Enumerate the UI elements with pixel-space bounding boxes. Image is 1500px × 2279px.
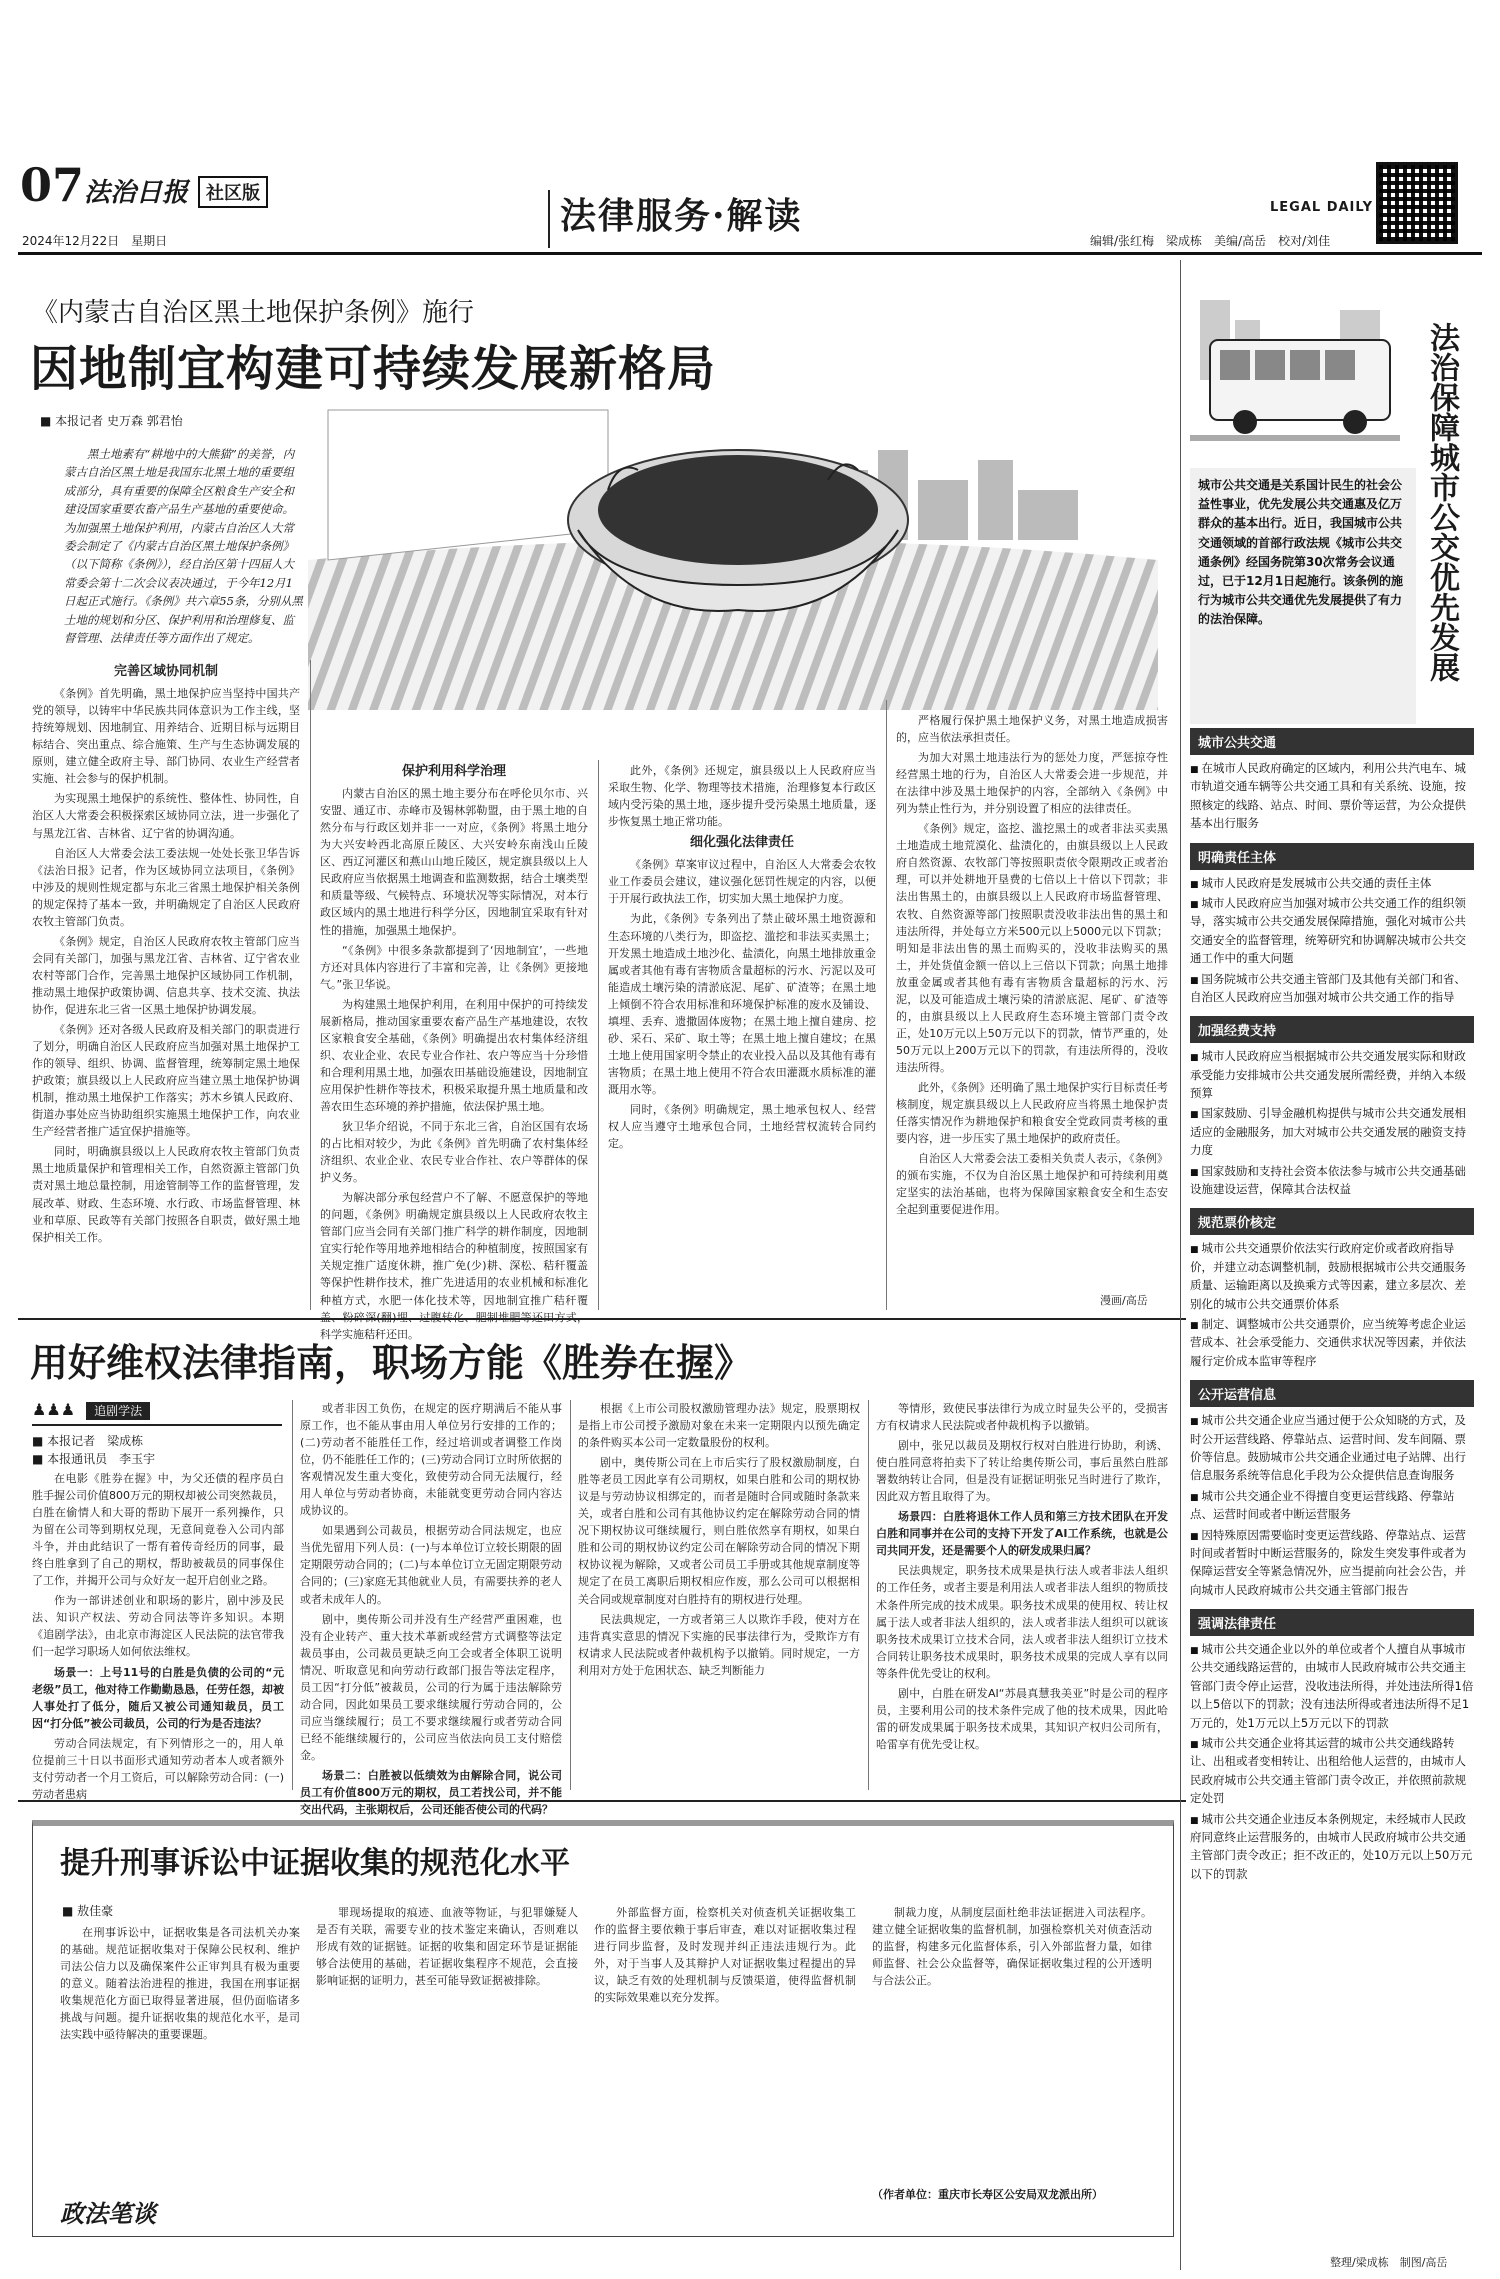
sidebar-vertical-title: 法治保障城市公交优先发展	[1424, 322, 1459, 682]
article2-byline-correspondent: ■ 本报通讯员 李玉宇	[32, 1452, 156, 1466]
list-item: ■ 因特殊原因需要临时变更运营线路、停靠站点、运营时间或者暂时中断运营服务的，除发生突发事件或者为保障运营安全等紧急情况外，应当提前向社会公告，并向城市人民政府城市公共交通主管部门报告	[1190, 1526, 1474, 1600]
list-item: ■ 城市公共交通企业以外的单位或者个人擅自从事城市公共交通线路运营的，由城市人民政府城市公共交通主管部门责令停止运营，没收违法所得，并处违法所得1倍以上5倍以下的罚款；没有违法所得或者违法所得不足1万元的，处1万元以上5万元以下的罚款	[1190, 1640, 1474, 1732]
article3-column-3	[594, 1904, 856, 2204]
list-item: ■ 城市公共交通企业应当通过便于公众知晓的方式，及时公开运营线路、停靠站点、运营时间、发车间隔、票价等信息。鼓励城市公共交通企业通过电子站牌、出行信息服务系统等信息化手段为公众提供信息查询服务	[1190, 1411, 1474, 1485]
paragraph: 自治区人大常委会法工委法规一处处长张卫华告诉《法治日报》记者，作为区域协同立法项目，《条例》中涉及的规则性规定都与东北三省黑土地保护相关条例的规定保持了基本一致，并明确规定了自治区人民政府农牧主管部门负责。	[32, 846, 300, 928]
article3-author-note: （作者单位：重庆市长寿区公安局双龙派出所）	[872, 2188, 1103, 2201]
paragraph: 为加大对黑土地违法行为的惩处力度，严惩掠夺性经营黑土地的行为，自治区人大常委会进一步规范，并在法律中涉及黑土地保护的内容，全部纳入《条例》中列为禁止性行为，并分别设置了相应的法律责任。	[896, 751, 1168, 816]
article2-tag	[32, 1400, 282, 1426]
paragraph: 如果遇到公司裁员，根据劳动合同法规定，也应当优先留用下列人员：(一)与本单位订立较长期限的固定期限劳动合同的；(二)与本单位订立无固定期限劳动合同的；(三)家庭无其他就业人员，有需要扶养的老人或者未成年人的。	[300, 1524, 562, 1606]
list-item: ■ 城市人民政府应当加强对城市公共交通工作的组织领导，落实城市公共交通发展保障措施，强化对城市公共交通安全的监督管理，统筹研究和协调解决城市公共交通工作中的重大问题	[1190, 894, 1474, 968]
sidebar-section	[1190, 728, 1474, 833]
section-head: 城市公共交通	[1190, 728, 1474, 755]
paragraph: 同时，《条例》明确规定，黑土地承包权人、经营权人应当遵守土地承包合同，土地经营权流转合同约定。	[608, 1102, 876, 1151]
paragraph: 严格履行保护黑土地保护义务，对黑土地造成损害的，应当依法承担责任。	[896, 714, 1168, 745]
section-head: 规范票价核定	[1190, 1208, 1474, 1235]
bus-icon	[1190, 290, 1400, 460]
paragraph: 等情形，致使民事法律行为成立时显失公平的，受损害方有权请求人民法院或者仲裁机构予以撤销。	[876, 1402, 1168, 1433]
section-head: 强调法律责任	[1190, 1609, 1474, 1636]
paragraph: 在刑事诉讼中，证据收集是各司法机关办案的基础。规范证据收集对于保障公民权利、维护司法公信力以及确保案件公正审判具有极为重要的意义。随着法治进程的推进，我国在刑事证据收集规范化方面已取得显著进展，但仍面临诸多挑战与问题。提升证据收集的规范化水平，是司法实践中亟待解决的重要课题。	[60, 1926, 300, 2042]
soil-illustration	[308, 410, 1158, 710]
article1-kicker: 《内蒙古自治区黑土地保护条例》施行	[32, 298, 475, 328]
section-head: 公开运营信息	[1190, 1380, 1474, 1407]
paragraph: 劳动合同法规定，有下列情形之一的，用人单位提前三十日以书面形式通知劳动者本人或者额外支付劳动者一个月工资后，可以解除劳动合同：(一)劳动者患病	[32, 1736, 284, 1801]
paragraph: 《条例》规定，盗挖、滥挖黑土的或者非法买卖黑土地造成土地荒漠化、盐渍化的，由旗县级以上人民政府自然资源、农牧部门等按照职责依令限期改正或者治理，可以并处耕地开垦费的七倍以上十倍以下罚款；非法出售黑土的，由旗县级以上人民政府市场监督管理、农牧、自然资源等部门按照职责没收非法出售的黑土和违法所得，并处每立方米500元以上5000元以下罚款；明知是非法出售的黑土而购买的，没收非法购买的黑土，并处货值金额一倍以上三倍以下罚款；向黑土地排放重金属或者其他有毒有害物质含量超标的污水、污泥，以及可能造成土壤污染的清淤底泥、尾矿、矿渣等的，由旗县级以上人民政府生态环境主管部门责令改正，处10万元以上50万元以下的罚款，情节严重的，处50万元以上200万元以下的罚款，有违法所得的，没收违法所得。	[896, 822, 1168, 1074]
paragraph: 为此，《条例》专条列出了禁止破坏黑土地资源和生态环境的八类行为，即盗挖、滥挖和非法买卖黑土；开发黑土地造成土地沙化、盐渍化，向黑土地排放重金属或者其他有毒有害物质含量超标的污水、污泥以及可能造成土壤污染的清淤底泥、尾矿、矿渣等；在黑土地上倾倒不符合农用标准和环境保护标准的废水及铺设、填埋、丢弃、遗撒固体废物；在黑土地上擅自建房、挖砂、采石、采矿、取土等；在黑土地上擅自建坟；在黑土地上使用国家明令禁止的农业投入品以及其他有毒有害物质；在黑土地上使用不符合农田灌溉水质标准的灌溉用水等。	[608, 912, 876, 1096]
paragraph: 此外，《条例》还明确了黑土地保护实行目标责任考核制度，规定旗县级以上人民政府应当将黑土地保护责任落实情况作为耕地保护和粮食安全党政同责考核的重要内容，进一步压实了黑土地保护的政府责任。	[896, 1080, 1168, 1146]
paragraph: 或者非因工负伤，在规定的医疗期满后不能从事原工作，也不能从事由用人单位另行安排的工作的；(二)劳动者不能胜任工作，经过培训或者调整工作岗位，仍不能胜任工作的；(三)劳动合同订立时所依据的客观情况发生重大变化，致使劳动合同无法履行，经用人单位与劳动者协商，未能就变更劳动合同内容达成协议的。	[300, 1402, 562, 1518]
article1-column-1	[32, 662, 300, 1310]
article3-title: 提升刑事诉讼中证据收集的规范化水平	[60, 1846, 570, 1881]
article3-column-1	[60, 1924, 300, 2166]
article2-title: 用好维权法律指南，职场方能《胜券在握》	[30, 1341, 753, 1385]
list-item: ■ 城市公共交通企业将其运营的城市公共交通线路转让、出租或者变相转让、出租给他人运营的，由城市人民政府城市公共交通主管部门责令改正，并依照前款规定处罚	[1190, 1734, 1474, 1808]
list-item: ■ 城市人民政府应当根据城市公共交通发展实际和财政承受能力安排城市公共交通发展所需经费，并纳入本级预算	[1190, 1047, 1474, 1102]
list-item: ■ 城市公共交通企业违反本条例规定，未经城市人民政府同意终止运营服务的，由城市人民政府城市公共交通主管部门责令改正；拒不改正的，处10万元以上50万元以下的罚款	[1190, 1810, 1474, 1884]
paragraph: 自治区人大常委会法工委相关负责人表示，《条例》的颁布实施，不仅为自治区黑土地保护和可持续利用奠定坚实的法治基础，也将为保障国家粮食安全和生态安全起到重要促进作用。	[896, 1152, 1168, 1217]
paragraph: 场景一：上号11号的白胜是负债的公司的“元老级”员工，他对待工作勤勤恳恳，任劳任怨，却被人事处打了低分，随后又被公司通知裁员，员工因“打分低”被公司裁员，公司的行为是否违法？	[32, 1665, 284, 1730]
article1-lead: 黑土地素有“耕地中的大熊猫”的美誉，内蒙古自治区黑土地是我国东北黑土地的重要组成部分，具有重要的保障全区粮食生产安全和建设国家重要农畜产品生产基地的重要使命。为加强黑土地保护利用，内蒙古自治区人大常委会制定了《内蒙古自治区黑土地保护条例》（以下简称《条例》），经自治区第十四届人大常委会第十二次会议表决通过，于今年12月1日起正式施行。《条例》共六章55条，分别从黑土地的规划和分区、保护利用和治理修复、监督管理、法律责任等方面作出了规定。	[64, 447, 303, 645]
sidebar-section	[1190, 1208, 1474, 1370]
list-item: ■ 国家鼓励、引导金融机构提供与城市公共交通发展相适应的金融服务，加大对城市公共交通发展的融资支持力度	[1190, 1104, 1474, 1159]
paragraph: 此外，《条例》还规定，旗县级以上人民政府应当采取生物、化学、物理等技术措施，治理修复本行政区域内受污染的黑土地，逐步提升受污染黑土地质量，逐步恢复黑土地正常功能。	[608, 764, 876, 829]
article1-column-3	[608, 762, 876, 1310]
list-item: ■ 城市人民政府是发展城市公共交通的责任主体	[1190, 874, 1474, 892]
paragraph: 作为一部讲述创业和职场的影片，剧中涉及民法、知识产权法、劳动合同法等许多知识。本期《追剧学法》，由北京市海淀区人民法院的法官带我们一起学习职场人如何依法维权。	[32, 1594, 284, 1659]
paragraph: 罪现场提取的痕迹、血液等物证，与犯罪嫌疑人是否有关联，需要专业的技术鉴定来确认，否则难以形成有效的证据链。证据的收集和固定环节是证据能够合法使用的基础，若证据收集程序不规范，会直接影响证据的证明力，甚至可能导致证据被排除。	[316, 1906, 578, 1988]
paragraph: 民法典规定，一方或者第三人以欺诈手段，使对方在违背真实意思的情况下实施的民事法律行为，受欺诈方有权请求人民法院或者仲裁机构予以撤销。同时规定，一方利用对方处于危困状态、缺乏判断能力	[578, 1612, 860, 1677]
paragraph: 剧中，张兄以裁员及期权行权对白胜进行协助，利诱、使白胜同意将拍卖下了转让给奥传斯公司，事后虽然白胜部署数纳转让合同，但是没有证据证明张兄当时进行了欺诈，因此双方暂且取得了为。	[876, 1439, 1168, 1504]
paragraph: 为实现黑土地保护的系统性、整体性、协同性，自治区人大常委会积极探索区域协同立法，进一步强化了与黑龙江省、吉林省、辽宁省的协调沟通。	[32, 792, 300, 840]
paragraph: 场景四：白胜将退休工作人员和第三方技术团队在开发白胜和同事并在公司的支持下开发了AI工作系统，也就是公司共同开发，还是需要个人的研发成果归属？	[876, 1510, 1168, 1558]
list-item: ■ 城市公共交通企业不得擅自变更运营线路、停靠站点、运营时间或者中断运营服务	[1190, 1487, 1474, 1524]
tag-label: 追剧学法	[86, 1402, 150, 1420]
paragraph: 为解决部分承包经营户不了解、不愿意保护的等地的问题，《条例》明确规定旗县级以上人民政府农牧主管部门应当会同有关部门推广科学的耕作制度，因地制宜实行轮作等用地养地相结合的种植制度，按照国家有关规定推广适度休耕，推广免(少)耕、深松、秸秆覆盖等保护性耕作技术，推广先进适用的农业机械和标准化种植方式，水肥一体化技术等，因地制宜推广秸秆覆盖、粉碎深(翻)埋、过腹转化、肥制堆肥等还田方式，科学实施秸秆还田。	[320, 1191, 588, 1341]
qr-code	[1376, 162, 1458, 244]
paragraph: 为构建黑土地保护利用，在利用中保护的可持续发展新格局，推动国家重要农畜产品生产基地建设，农牧区家粮食安全基础，《条例》明确提出农村集体经济组织、农业企业、农民专业合作社、农户等应当十分珍惜和合理利用黑土地，加强农田基础设施建设，因地制宜应用保护性耕作等技术，积极采取提升黑土地质量和改善农田生态环境的养护措施，依法保护黑土地。	[320, 997, 588, 1113]
paragraph: 《条例》首先明确，黑土地保护应当坚持中国共产党的领导，以铸牢中华民族共同体意识为工作主线，坚持统筹规划、因地制宜、用养结合、近期目标与远期目标结合、突出重点、综合施策、生产与生态协调发展的原则，建立健全政府主导、部门协同、农业生产经营者实施、社会参与的保护机制。	[32, 687, 300, 786]
people-icon: ♟♟♟	[32, 1400, 76, 1419]
article2-column-3	[578, 1400, 860, 1788]
list-item: ■ 国务院城市公共交通主管部门及其他有关部门和省、自治区人民政府应当加强对城市公共交通工作的指导	[1190, 970, 1474, 1007]
paragraph: 剧中，奥传斯公司在上市后实行了股权激励制度，白胜等老员工因此享有公司期权，如果白胜和公司的期权协议是与劳动协议相绑定的，而者是随时合同或随时条款来关，或者白胜和公司有其他协议约定在解除劳动合同的情况下期权协议可继续履行，则白胜依然享有期权，如果白胜和公司的期权协议约定公司在解除劳动合同的情况下期权协议视为解除，又或者公司员工手册或其他规章制度等规定了在员工离职后期权相应作废，那么公司可以根据相关合同或规章制度对白胜持有的期权进行处理。	[578, 1456, 860, 1606]
column-title: 法律服务·解读	[560, 195, 803, 237]
paragraph: 场景二：白胜被以低绩效为由解除合同，说公司员工有价值800万元的期权，员工若找公司，并不能交出代码，主张期权后，公司还能否使公司的代码？	[300, 1768, 562, 1817]
paragraph: 内蒙古自治区的黑土地主要分布在呼伦贝尔市、兴安盟、通辽市、赤峰市及锡林郭勒盟，由于黑土地的自然分布与行政区划并非一一对应，《条例》将黑土地分为大兴安岭西北高原丘陵区、大兴安岭东南浅山丘陵区、西辽河灌区和燕山山地丘陵区，规定旗县级以上人民政府应当依据黑土地调查和监测数据，结合土壤类型和质量等级、气候特点、环境状况等实际情况，对本行政区域内的黑土地进行科学分区，因地制宜采取有针对性的措施，加强黑土地保护。	[320, 787, 588, 937]
subhead-protection: 保护利用科学治理	[401, 764, 506, 779]
paragraph: 制裁力度，从制度层面杜绝非法证据进入司法程序。建立健全证据收集的监督机制，加强检察机关对侦查活动的监督，构建多元化监督体系，引入外部监督力量，如律师监督、社会公众监督等，确保证据收集过程的公开透明与合法公正。	[872, 1906, 1152, 1988]
issue-date: 2024年12月22日 星期日	[22, 234, 168, 248]
paragraph: 外部监督方面，检察机关对侦查机关证据收集工作的监督主要依赖于事后审查，难以对证据收集过程进行同步监督，及时发现并纠正违法违规行为。此外，对于当事人及其辩护人对证据收集过程提出的异议，缺乏有效的处理机制与反馈渠道，使得监督机制的实际效果难以充分发挥。	[594, 1906, 856, 2005]
section-head: 明确责任主体	[1190, 843, 1474, 870]
sidebar-section	[1190, 1609, 1474, 1883]
list-item: ■ 城市公共交通票价依法实行政府定价或者政府指导价，并建立动态调整机制，鼓励根据城市公共交通服务质量、运输距离以及换乘方式等因素，建立多层次、差别化的城市公共交通票价体系	[1190, 1239, 1474, 1313]
sidebar-intro: 城市公共交通是关系国计民生的社会公益性事业，优先发展公共交通惠及亿万群众的基本出行。近日，我国城市公共交通领域的首部行政法规《城市公共交通条例》经国务院第30次常务会议通过，已于12月1日起施行。该条例的施行为城市公共交通优先发展提供了有力的法治保障。	[1190, 468, 1416, 724]
paragraph: 《条例》规定，自治区人民政府农牧主管部门应当会同有关部门，加强与黑龙江省、吉林省、辽宁省农业农村等部门合作，完善黑土地保护区域协同工作机制，推动黑土地保护政策协调、信息共享、技术交流、执法协作，促进东北三省一区黑土地保护协调发展。	[32, 934, 300, 1016]
sidebar-section	[1190, 843, 1474, 1007]
list-item: ■ 制定、调整城市公共交通票价，应当统筹考虑企业运营成本、社会承受能力、交通供求状况等因素，并依法履行定价成本监审等程序	[1190, 1315, 1474, 1370]
sidebar-section	[1190, 1016, 1474, 1198]
subhead-liability: 细化强化法律责任	[689, 835, 794, 851]
sidebar-footer: 整理/梁成栋 制图/高岳	[1330, 2256, 1448, 2269]
paragraph: 《条例》还对各级人民政府及相关部门的职责进行了划分，明确自治区人民政府应当加强对黑土地保护工作的领导、组织、协调、监督管理，统筹制定黑土地保护政策；旗县级以上人民政府应当建立黑土地保护协调机制，推动黑土地保护工作落实；苏木乡镇人民政府、街道办事处应当协助组织实施黑土地保护工作，向农业生产经营者推广适宜保护措施等。	[32, 1023, 300, 1139]
bus-illustration	[1190, 290, 1400, 460]
section-head: 加强经费支持	[1190, 1016, 1474, 1043]
list-item: ■ 国家鼓励和支持社会资本依法参与城市公共交通基础设施建设运营，保障其合法权益	[1190, 1162, 1474, 1199]
paper-name: 法治日报	[84, 178, 189, 208]
paragraph: 《条例》草案审议过程中，自治区人大常委会农牧业工作委员会建议，建议强化惩罚性规定的内容，以便于开展行政执法工作，切实加大黑土地保护力度。	[608, 858, 876, 906]
article1-column-4	[896, 712, 1168, 1290]
paragraph: 剧中，奥传斯公司并没有生产经营严重困难，也没有企业转产、重大技术革新或经营方式调整等法定裁员事由，公司裁员更缺乏向工会或者全体职工说明情况、听取意见和向劳动行政部门报告等法定程序，员工因“打分低”被裁员，公司的行为属于违法解除劳动合同，因此如果员工要求继续履行劳动合同的，公司应当继续履行；员工不要求继续履行或者劳动合同已经不能继续履行的，公司应当依法向员工支付赔偿金。	[300, 1612, 562, 1762]
article2-column-1	[32, 1470, 284, 1801]
paragraph: 在电影《胜券在握》中，为父还债的程序员白胜手握公司价值800万元的期权却被公司突然裁员，白胜在偷情人和大哥的帮助下展开一系列操作，只为留在公司等到期权兑现，无意间竟卷入公司内部斗争，并由此结识了一帮有着传奇经历的同事，最终白胜拿到了自己的期权，帮助被裁员的同事保住了工作，并揭开公司与众好友一起开启创业之路。	[32, 1472, 284, 1588]
paragraph: 狄卫华介绍说，不同于东北三省，自治区国有农场的占比相对较少，为此《条例》首先明确了农村集体经济组织、农业企业、农民专业合作社、农户等群体的保护义务。	[320, 1120, 588, 1185]
article1-title: 因地制宜构建可持续发展新格局	[30, 341, 717, 397]
list-item: ■ 在城市人民政府确定的区域内，利用公共汽电车、城市轨道交通车辆等公共交通工具和有关系统、设施，按照核定的线路、站点、时间、票价等运营，为公众提供基本出行服务	[1190, 759, 1474, 833]
corner-label: 政法笔谈	[60, 2200, 156, 2228]
paragraph: “《条例》中很多条款都提到了‘因地制宜’，一些地方还对具体内容进行了丰富和完善，让《条例》更接地气。”张卫华说。	[320, 943, 588, 991]
article2-column-4	[876, 1400, 1168, 1788]
hands-holding-soil-icon	[308, 410, 1158, 710]
paragraph: 剧中，白胜在研发AI“苏晨真慧我美亚”时是公司的程序员，主要利用公司的技术条件完成了他的技术成果，因此哈雷的研发成果属于职务技术成果，其知识产权归公司所有，哈雷享有优先受让权。	[876, 1686, 1168, 1751]
paragraph: 根据《上市公司股权激励管理办法》规定，股票期权是指上市公司授予激励对象在未来一定期限内以预先确定的条件购买本公司一定数量股份的权利。	[578, 1402, 860, 1450]
paragraph: 民法典规定，职务技术成果是执行法人或者非法人组织的工作任务，或者主要是利用法人或者非法人组织的物质技术条件所完成的技术成果。职务技术成果的使用权、转让权属于法人或者非法人组织的，法人或者非法人组织可以就该职务技术成果订立技术合同，法人或者非法人组织订立技术合同转让职务技术成果时，职务技术成果的完成人享有以同等条件优先受让的权利。	[876, 1564, 1168, 1680]
article2-byline-reporter: ■ 本报记者 梁成栋	[32, 1434, 144, 1448]
sidebar-sections	[1190, 728, 1474, 2248]
editors-line: 编辑/张红梅 梁成栋 美编/高岳 校对/刘佳	[1090, 234, 1331, 248]
article3-column-2	[316, 1904, 578, 2204]
page-number: 07	[20, 158, 85, 212]
article1-byline: ■ 本报记者 史万森 郭君怡	[40, 414, 183, 428]
section-tag: 社区版	[198, 176, 268, 208]
illustration-credit: 漫画/高岳	[1100, 1294, 1148, 1307]
article3-byline: ■ 敖佳豪	[62, 1904, 114, 1918]
article3-column-4	[872, 1904, 1152, 2174]
article2-column-2	[300, 1400, 562, 1817]
subhead-regional: 完善区域协同机制	[113, 664, 218, 679]
english-masthead: LEGAL DAILY	[1270, 200, 1374, 215]
paragraph: 同时，明确旗县级以上人民政府农牧主管部门负责黑土地质量保护和管理相关工作，自然资源主管部门负责对黑土地总量控制，用途管制等工作的监督管理，发展改革、财政、生态环境、水行政、市场监督管理、林业和草原、民政等有关部门按照各自职责，做好黑土地保护相关工作。	[32, 1145, 300, 1244]
article1-column-2	[320, 762, 588, 1341]
sidebar-section	[1190, 1380, 1474, 1599]
